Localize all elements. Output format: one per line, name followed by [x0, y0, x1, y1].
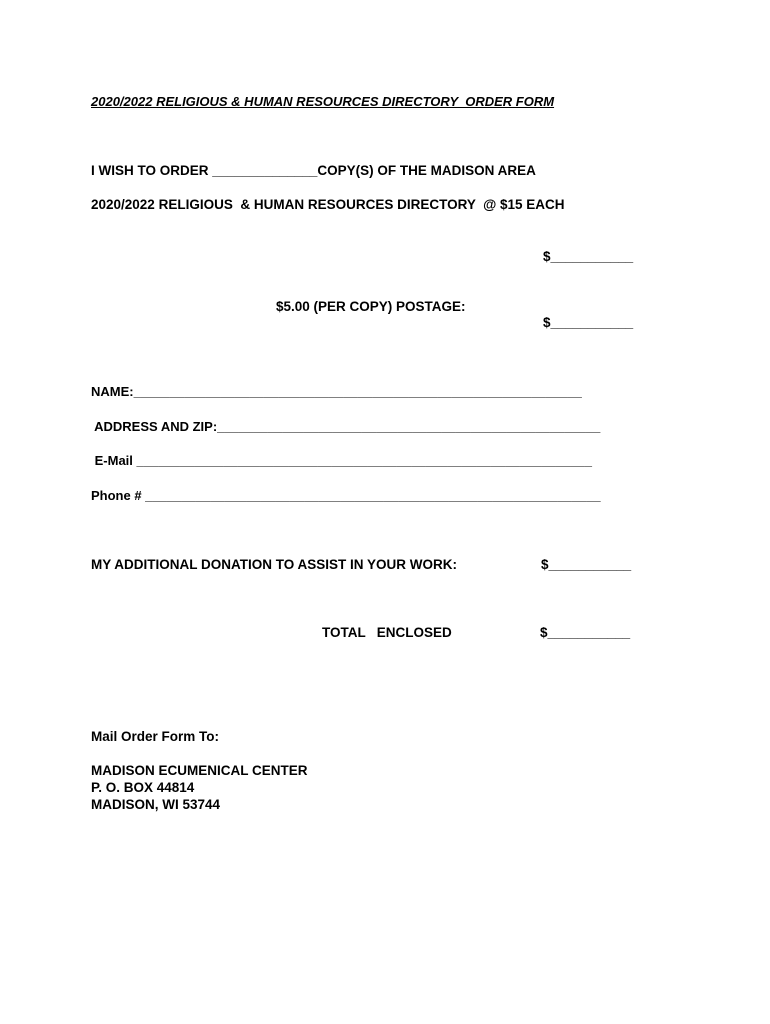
- email-field[interactable]: E-Mail _______________________________________________________________: [91, 453, 592, 468]
- mail-heading: Mail Order Form To:: [91, 729, 220, 744]
- order-quantity-line[interactable]: I WISH TO ORDER ______________COPY(S) OF THE MADISON AREA: [91, 163, 536, 178]
- postage-amount-field[interactable]: $___________: [543, 315, 634, 330]
- address-field[interactable]: ADDRESS AND ZIP:_____________________________________________________: [91, 419, 601, 434]
- form-title: 2020/2022 RELIGIOUS & HUMAN RESOURCES DIRECTORY ORDER FORM: [91, 94, 555, 109]
- mail-po-box: P. O. BOX 44814: [91, 780, 195, 795]
- order-directory-line: 2020/2022 RELIGIOUS & HUMAN RESOURCES DIRECTORY @ $15 EACH: [91, 197, 565, 212]
- name-field[interactable]: NAME:______________________________________________________________: [91, 384, 582, 399]
- donation-amount-field[interactable]: $___________: [541, 557, 632, 572]
- donation-label: MY ADDITIONAL DONATION TO ASSIST IN YOUR WORK:: [91, 557, 458, 572]
- postage-label: $5.00 (PER COPY) POSTAGE:: [276, 299, 466, 314]
- total-label: TOTAL ENCLOSED: [322, 625, 452, 640]
- phone-field[interactable]: Phone # _______________________________________________________________: [91, 488, 601, 503]
- mail-city: MADISON, WI 53744: [91, 797, 221, 812]
- mail-org: MADISON ECUMENICAL CENTER: [91, 763, 308, 778]
- order-amount-field[interactable]: $___________: [543, 249, 634, 264]
- total-amount-field[interactable]: $___________: [540, 625, 631, 640]
